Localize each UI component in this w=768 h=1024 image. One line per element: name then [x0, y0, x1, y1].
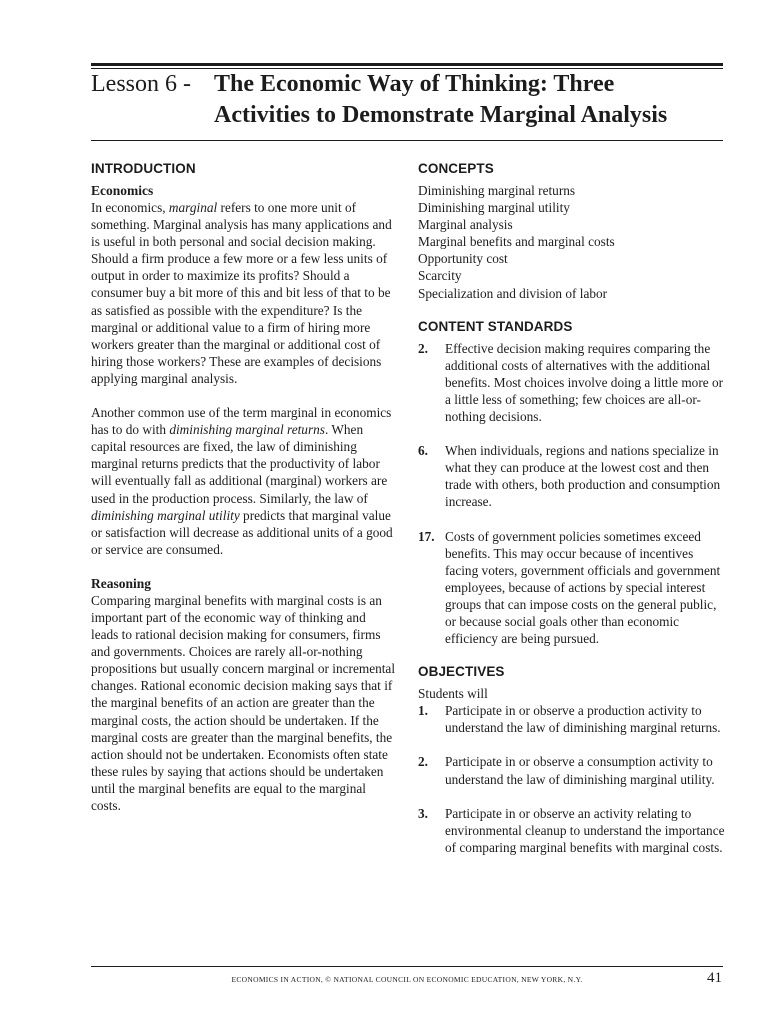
header-rule-thick — [91, 63, 723, 66]
footer-rule — [91, 966, 723, 967]
economics-subheading: Economics — [91, 183, 154, 198]
concept-item: Marginal benefits and marginal costs — [418, 234, 615, 250]
footer-credit: ECONOMICS IN ACTION, © NATIONAL COUNCIL ON ECONOMIC EDUCATION, NEW YORK, N.Y. — [231, 975, 583, 984]
concept-item: Scarcity — [418, 268, 462, 284]
standard-item: 6. When individuals, regions and nations specialize in what they can produce at the lowest cost and then trade with others, both production and consumption increase. — [418, 443, 721, 510]
objective-item: 3. Participate in or observe an activity relating to environmental cleanup to understand the importance of comparing marginal benefits with marginal costs. — [418, 805, 725, 855]
introduction-heading: INTRODUCTION — [91, 161, 196, 176]
right-column — [418, 160, 725, 856]
standard-item: 17. Costs of government policies sometimes exceed benefits. This may occur because of incentives facing voters, government officials and government employees, because of actions by special interest groups that can impose costs on the general public, or because social goals other than economic efficiency are being pursued. — [418, 528, 721, 647]
standard-item: 2. Effective decision making requires comparing the additional costs of alternatives with the additional benefits. Most choices involve doing a little more or a little less of something; few choices are all-or-nothing decisions. — [418, 340, 724, 425]
lesson-label: Lesson 6 - — [91, 71, 191, 97]
reasoning-paragraph: Comparing marginal benefits with marginal costs is an important part of the economic way of thinking and leads to rational decision making for consumers, firms and governments. Choices are rarely all-or-nothing propositions but usually concern marginal or incremental changes. Rational economic decision making says that if the marginal benefits of an action are greater than the marginal costs, the action should be undertaken. If the marginal costs are greater than the marginal benefits, the action should not be undertaken. Economists often state these rules by saying that actions should be undertaken until the marginal benefits are equal to the marginal costs. — [91, 592, 396, 813]
page-number: 41 — [707, 970, 722, 986]
lesson-title-line1: The Economic Way of Thinking: Three — [214, 71, 615, 97]
objectives-intro: Students will — [418, 686, 488, 702]
concept-item: Specialization and division of labor — [418, 285, 608, 301]
concept-item: Diminishing marginal utility — [418, 200, 570, 216]
lesson-title-line2: Activities to Demonstrate Marginal Analysis — [214, 102, 668, 128]
content-standards-heading: CONTENT STANDARDS — [418, 318, 573, 334]
economics-paragraph-1: In economics, marginal refers to one more unit of something. Marginal analysis has many applications and is useful in both personal and social decision making. Should a firm produce a few more or a few less units of output in order to maximize its profits? Should a consumer buy a bit more of this and bit less of that to be as satisfied as possible with the expenditure? Is the marginal or additional value to a firm of hiring more workers greater than the marginal or additional cost of hiring those workers? These are examples of decisions applying marginal analysis. — [91, 200, 392, 386]
concepts-heading: CONCEPTS — [418, 161, 494, 176]
reasoning-subheading: Reasoning — [91, 575, 152, 591]
content-standards-list — [418, 340, 725, 648]
objectives-list — [418, 702, 725, 856]
objectives-heading: OBJECTIVES — [418, 664, 505, 680]
lesson-title-block — [91, 68, 751, 132]
concept-item: Diminishing marginal returns — [418, 183, 576, 198]
concept-item: Opportunity cost — [418, 251, 508, 267]
left-column — [91, 160, 396, 814]
title-divider — [91, 140, 723, 141]
concept-item: Marginal analysis — [418, 217, 513, 233]
objective-item: 1. Participate in or observe a production activity to understand the law of diminishing marginal returns. — [418, 703, 721, 736]
objective-item: 2. Participate in or observe a consumption activity to understand the law of diminishing marginal utility. — [418, 754, 715, 787]
concepts-list — [418, 182, 725, 302]
economics-paragraph-2: Another common use of the term marginal in economics has to do with diminishing marginal returns. When capital resources are fixed, the law of diminishing marginal returns predicts that the productivity of labor will eventually fall as additional (marginal) workers are used in the production process. Similarly, the law of diminishing marginal utility predicts that marginal value or satisfaction will decrease as additional units of a good or service are consumed. — [91, 405, 393, 557]
